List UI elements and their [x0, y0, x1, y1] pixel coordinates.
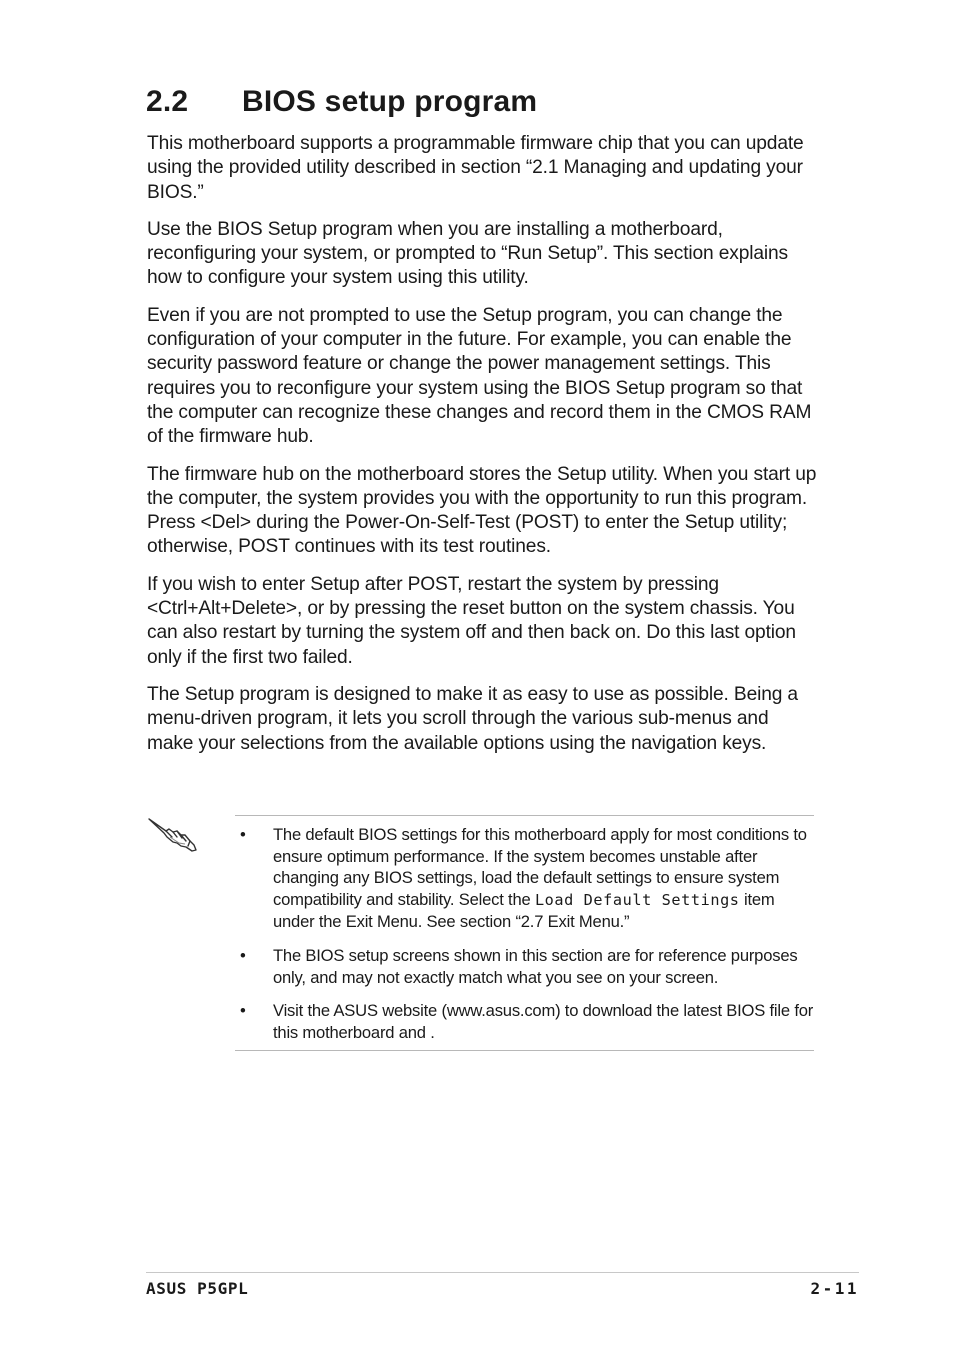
paragraph-when-to-use: Use the BIOS Setup program when you are installing a motherboard, reconfiguring your system, or prompted to “Run Setup”. This section explains how to configure your system using this utility. [147, 218, 788, 289]
paragraph-firmware-hub: The firmware hub on the motherboard stores the Setup utility. When you start up the computer, the system provides you with the opportunity to run this program. Press <Del> during the Power-On-Self-Test (POST) to enter the Setup utility; otherwise, POST continues with its test routines. [147, 463, 817, 558]
paragraph-restart: If you wish to enter Setup after POST, restart the system by pressing <Ctrl+Alt+Delete>, or by pressing the reset button on the system chassis. You can also restart by turning the system off and then back on. Do this last option only if the first two failed. [147, 573, 796, 668]
footer-divider [146, 1272, 859, 1273]
bullet-icon: • [240, 825, 246, 844]
section-title: BIOS setup program [242, 85, 538, 118]
section-heading [146, 82, 537, 122]
note-text-after: item under the Exit Menu. See section “2.7 Exit Menu.” [273, 889, 775, 932]
bullet-icon: • [240, 945, 246, 965]
note-text: The BIOS setup screens shown in this section are for reference purposes only, and may not exactly match what you see on your screen. [273, 945, 798, 987]
pointing-hand-icon [146, 815, 200, 855]
note-item-asus-website [235, 1000, 814, 1043]
note-item-default-settings [235, 824, 814, 933]
footer-page-number: 2-11 [810, 1279, 859, 1298]
body-text [147, 132, 819, 769]
paragraph-menu-driven: The Setup program is designed to make it as easy to use as possible. Being a menu-driven program, it lets you scroll through the various sub-menus and make your selections from the available options using the navigation keys. [147, 683, 798, 754]
paragraph-change-configuration: Even if you are not prompted to use the Setup program, you can change the configuration of your computer in the future. For example, you can enable the security password feature or change the power management settings. This requires you to reconfigure your system using the BIOS Setup program so that the computer can recognize these changes and record them in the CMOS RAM of the firmware hub. [147, 304, 812, 448]
bullet-icon: • [240, 1001, 246, 1021]
note-text: The default BIOS settings for this motherboard apply for most conditions to ensure optimum performance. If the system becomes unstable after changing any BIOS settings, load the default settings to ensure system compatibility and stability. Select the [273, 825, 807, 909]
footer-product-name: ASUS P5GPL [146, 1279, 249, 1298]
note-item-reference-screens [235, 945, 814, 988]
note-text: Visit the ASUS website (www.asus.com) to download the latest BIOS file for this motherboard and . [273, 1001, 814, 1042]
load-default-settings-code: Load Default Settings [534, 890, 740, 909]
section-number: 2.2 [146, 85, 189, 118]
note-box [235, 815, 814, 1051]
paragraph-intro: This motherboard supports a programmable firmware chip that you can update using the provided utility described in section “2.1 Managing and updating your BIOS.” [147, 133, 804, 203]
note-list [235, 824, 814, 1043]
note-block [146, 815, 814, 1095]
